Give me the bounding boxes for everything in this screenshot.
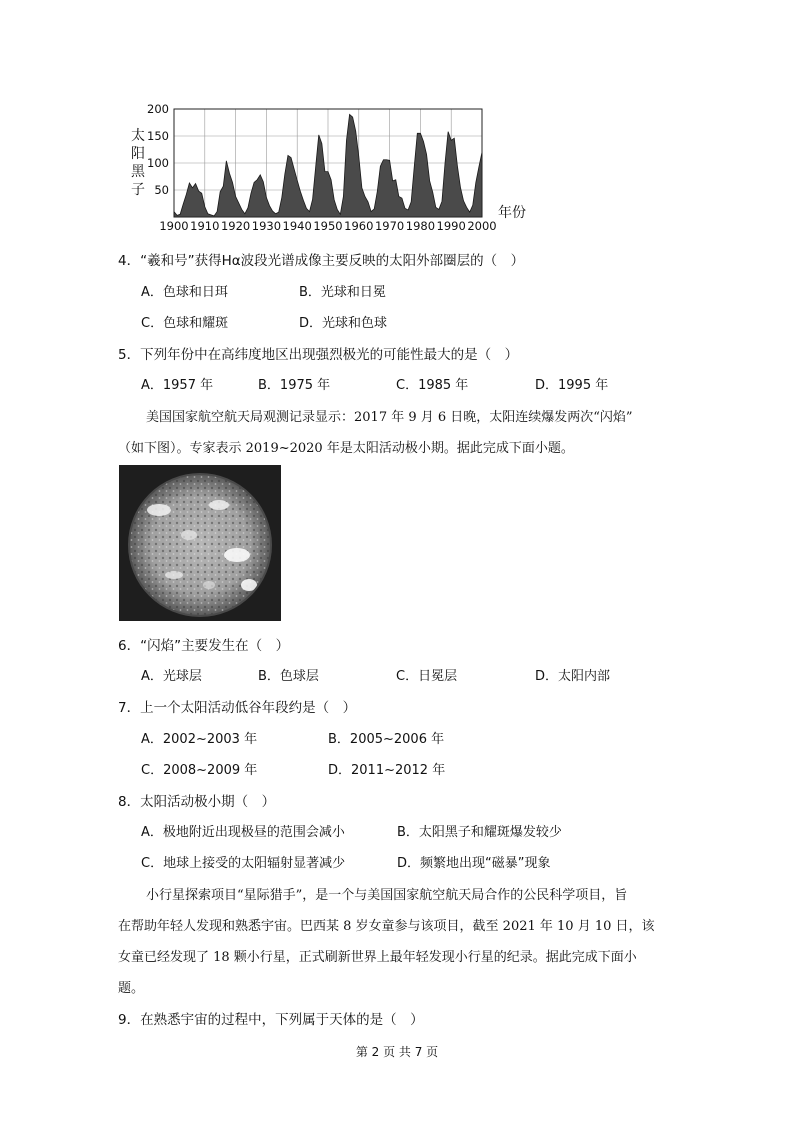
question-4-stem: 4．“羲和号”获得Hα波段光谱成像主要反映的太阳外部圈层的（ ） — [118, 253, 525, 269]
q6-option-a[interactable]: A．光球层 — [141, 669, 202, 684]
y-axis-label — [131, 127, 146, 198]
sunspot-chart — [126, 100, 556, 235]
q8-option-b[interactable]: B．太阳黑子和耀斑爆发较少 — [397, 825, 562, 840]
q4-option-c[interactable]: C．色球和耀斑 — [141, 316, 229, 331]
q7-option-a[interactable]: A．2002~2003 年 — [141, 732, 258, 747]
x-tick-label: 1950 — [313, 219, 343, 233]
q5-option-d[interactable]: D．1995 年 — [535, 378, 609, 393]
q7-option-d[interactable]: D．2011~2012 年 — [328, 763, 446, 778]
passage-2-line-2: 在帮助年轻人发现和熟悉宇宙。巴西某 8 岁女童参与该项目，截至 2021 年 10 月 10 日，该 — [118, 919, 655, 934]
passage-2-line-4: 题。 — [118, 981, 145, 996]
q8-option-a[interactable]: A．极地附近出现极昼的范围会减小 — [141, 825, 345, 840]
y-tick-labels — [147, 102, 169, 197]
q5-option-c[interactable]: C．1985 年 — [396, 378, 469, 393]
y-axis-label-char: 太 — [131, 128, 145, 144]
question-8-stem: 8．太阳活动极小期（ ） — [118, 794, 276, 810]
q8-option-c[interactable]: C．地球上接受的太阳辐射显著减少 — [141, 856, 346, 871]
y-tick-label: 100 — [147, 156, 169, 170]
x-tick-label: 1940 — [282, 219, 312, 233]
question-9-stem: 9．在熟悉宇宙的过程中，下列属于天体的是（ ） — [118, 1012, 424, 1028]
y-axis-label-char: 子 — [131, 182, 145, 198]
x-tick-label: 1980 — [405, 219, 436, 233]
x-tick-label: 1930 — [251, 219, 282, 233]
q4-option-a[interactable]: A．色球和日珥 — [141, 285, 228, 300]
question-5-stem: 5．下列年份中在高纬度地区出现强烈极光的可能性最大的是（ ） — [118, 347, 519, 363]
y-axis-label-char: 黑 — [131, 164, 145, 180]
q5-option-b[interactable]: B．1975 年 — [258, 378, 331, 393]
q6-option-c[interactable]: C．日冕层 — [396, 669, 458, 684]
question-6-stem: 6．“闪焰”主要发生在（ ） — [118, 638, 290, 654]
y-tick-label: 50 — [154, 183, 169, 197]
q8-option-d[interactable]: D．频繁地出现“磁暴”现象 — [397, 856, 551, 871]
x-axis-label: 年份 — [498, 205, 526, 221]
x-tick-label: 1920 — [220, 219, 251, 233]
q6-option-d[interactable]: D．太阳内部 — [535, 669, 611, 684]
x-tick-label: 1900 — [159, 219, 189, 233]
q6-option-b[interactable]: B．色球层 — [258, 669, 319, 684]
question-7-stem: 7．上一个太阳活动低谷年段约是（ ） — [118, 700, 357, 716]
passage-2-line-3: 女童已经发现了 18 颗小行星，正式刷新世界上最年轻发现小行星的纪录。据此完成下面小 — [118, 950, 637, 965]
y-tick-label: 150 — [147, 129, 169, 143]
passage-2-line-1: 小行星探索项目“星际猎手”，是一个与美国国家航空航天局合作的公民科学项目，旨 — [146, 888, 628, 903]
y-tick-label: 200 — [147, 102, 169, 116]
x-tick-label: 1990 — [436, 219, 466, 233]
q5-option-a[interactable]: A．1957 年 — [141, 378, 214, 393]
page-footer: 第 2 页 共 7 页 — [355, 1045, 439, 1059]
x-tick-labels — [159, 219, 496, 233]
passage-1-line-2: （如下图）。专家表示 2019~2020 年是太阳活动极小期。据此完成下面小题。 — [118, 441, 574, 456]
x-tick-label: 1910 — [190, 219, 220, 233]
q4-option-d[interactable]: D．光球和色球 — [299, 316, 388, 331]
x-tick-label: 2000 — [467, 219, 497, 233]
passage-1-line-1: 美国国家航空航天局观测记录显示：2017 年 9 月 6 日晚，太阳连续爆发两次“闪焰” — [146, 410, 633, 425]
solar-flare-sun-photo — [119, 465, 281, 621]
y-axis-label-char: 阳 — [131, 146, 145, 162]
x-tick-label: 1970 — [374, 219, 405, 233]
x-tick-label: 1960 — [344, 219, 374, 233]
q7-option-b[interactable]: B．2005~2006 年 — [328, 732, 445, 747]
q7-option-c[interactable]: C．2008~2009 年 — [141, 763, 258, 778]
q4-option-b[interactable]: B．光球和日冕 — [299, 285, 386, 300]
